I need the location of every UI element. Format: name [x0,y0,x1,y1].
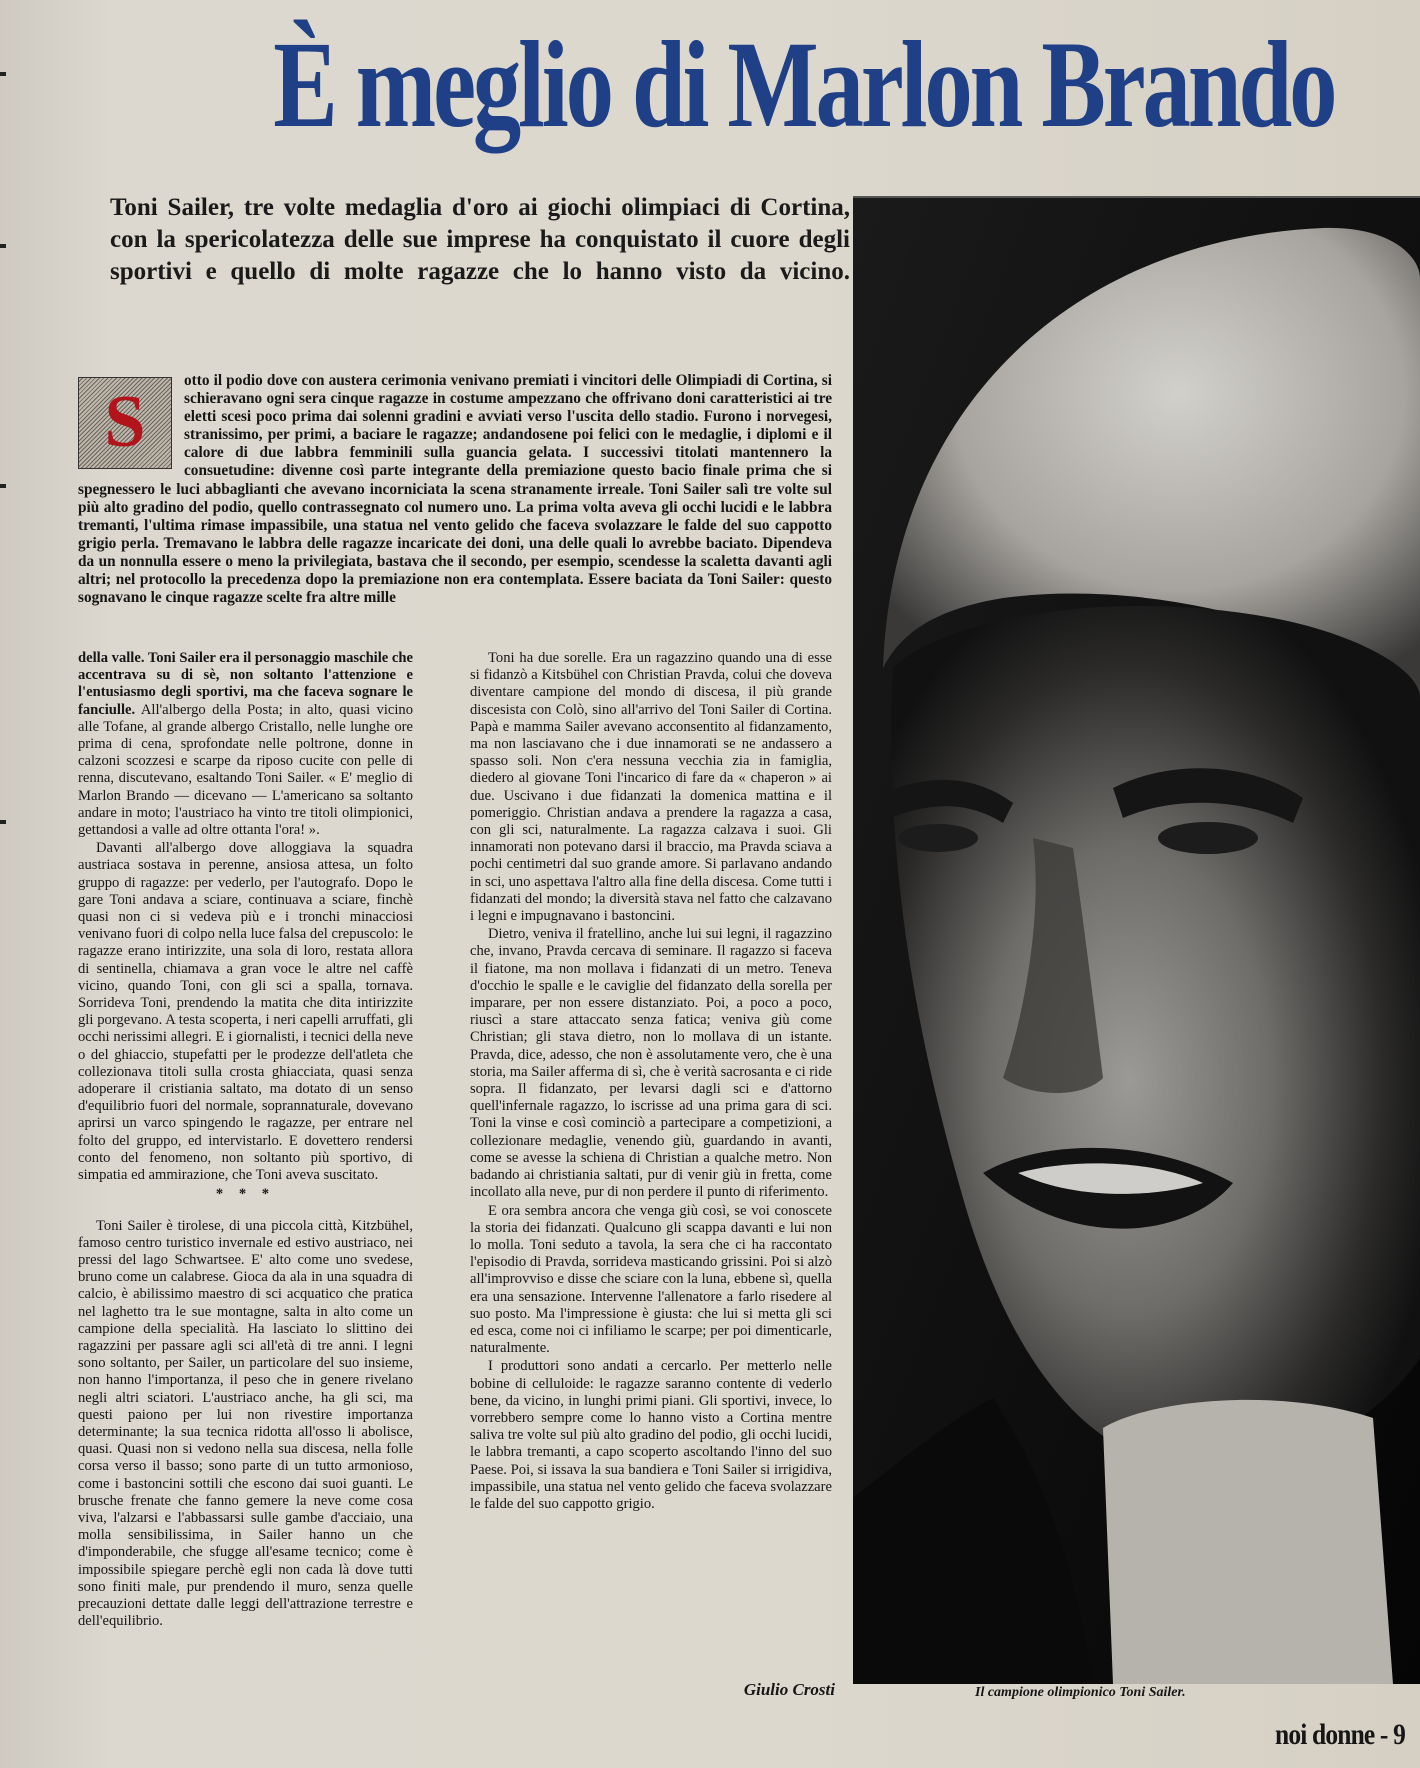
intro-text: otto il podio dove con austera cerimonia venivano premiati i vincitori delle Olimpiadi di Cortina, si schieravano ogni sera cinque ragazze in costume ampezzano che offrivano doni caratteristici ai tre eletti scesi poco prima dai solenni gradini e avviati verso l'uscita dello stadio. Furono i norvegesi, stranissimo, per primi, a baciare le ragazze; andandosene poi felici con le medaglie, i diplomi e il calore di due labbra femminili sulla guancia gelata. I successivi titolati mantennero la consuetudine: divenne così parte integrante della premiazione questo bacio finale prima che si spegnessero le luci abbaglianti che avevano incorniciata la scena stranamente irreale. Toni Sailer salì tre volte sul più alto gradino del podio, quello contrassegnato col numero uno. La prima volta aveva gli occhi lucidi e le labbra tremanti, l'ultima rimase impassibile, una statua nel vento gelido che faceva svolazzare le falde del suo cappotto grigio perla. Tremavano le labbra delle ragazze incaricate dei doni, una delle quali lo avrebbe baciato. Dipendeva da un nonnulla essere o meno la privilegiata, bastava che il secondo, per esempio, scendesse la scaletta davanti agli altri; nel protocollo la precedenza dopo la premiazione non era contemplata. Essere baciata da Toni Sailer: questo sognavano le cinque ragazze scelte fra altre mille [78,372,832,607]
article-intro [78,372,832,632]
paragraph: Toni Sailer è tirolese, di una piccola città, Kitzbühel, famoso centro turistico invernale ed estivo austriaco, nei pressi del lago Schwartsee. E' alto come uno svedese, bruno come un calabrese. Gioca da ala in una squadra di calcio, è abilissimo maestro di sci acquatico che pratica nel laghetto tra le sue montagne, salta in alto come un campione della specialità. Ha lasciato lo slittino dei ragazzini per passare agli sci all'età di tre anni. I legni sono soltanto, per Sailer, un particolare del suo insieme, non hanno l'importanza, il peso che in genere rivelano negli altri sciatori. L'austriaco anche, ha gli sci, ma questi paiono per lui non rivestire importanza determinante; la sua tecnica ridotta all'osso li abolisce, quasi. Quasi non si vedono nella sua discesa, nella folle corsa verso il basso; sono parte di un tutto armonioso, come i bastoncini sottili che escono dai suoi guanti. Le brusche frenate che fanno gemere la neve come cosa viva, l'alzarsi e l'abbassarsi sulle gambe d'acciaio, una molla sensibilissima, in Sailer hanno un che d'imponderabile, che sfugge all'esame tecnico; come è impossibile spiegare perchè egli non cada là dove tutti sono finiti male, pur prendendo il muro, senza quelle precauzioni dettate dalle leggi dell'attrazione terrestre e dell'equilibrio. [78,1217,413,1630]
paragraph: Toni ha due sorelle. Era un ragazzino quando una di esse si fidanzò a Kitsbühel con Christian Pravda, colui che doveva diventare campione del mondo di discesa, il più grande discesista con Colò, sino all'arrivo del Toni Sailer di Cortina. Papà e mamma Sailer avevano acconsentito al fidanzamento, ma non lasciavano che i due innamorati se ne andassero a spasso soli. Non c'era nessuna vecchia zia in famiglia, diedero al giovane Toni l'incarico di fare da « chaperon » ai due. Uscivano i due fidanzati la domenica mattina e il pomeriggio. Christian andava a prendere la ragazza a casa, con gli sci, naturalmente. La ragazza calzava i suoi. Gli innamorati non potevano darsi il braccio, ma Pravda sciava a pochi centimetri dal suo grande amore. Si parlavano andando in sci, uno aspettava l'altro alla fine della discesa. Come tutti i fidanzati del mondo; la diversità stava nel fatto che calzavano i legni e impugnavano i bastoncini. [470,650,832,925]
photo-caption: Il campione olimpionico Toni Sailer. [975,1685,1186,1700]
portrait-photo [853,196,1420,1684]
edge-mark [0,820,6,824]
paragraph: I produttori sono andati a cercarlo. Per metterlo nelle bobine di celluloide: le ragazze saranno contente di vederlo bene, da vicino, in lunghi primi piani. Gli sportivi, invece, lo vorrebbero sempre come lo hanno visto a Cortina mentre saliva tre volte sul più alto gradino del podio, gli occhi lucidi, le labbra tremanti, a capo scoperto ascoltando l'inno del suo Paese. Poi, si issava la sua bandiera e Toni Sailer si irrigidiva, impassibile, una statua nel vento gelido che faceva svolazzare le falde del suo cappotto grigio. [470,1358,832,1512]
paragraph: Davanti all'albergo dove alloggiava la squadra austriaca sostava in perenne, ansiosa attesa, un folto gruppo di ragazze: per vederlo, per l'autografo. Dopo le gare Toni andava a sciare, continuava a sciare, finchè quasi non ci si vedeva più e i tronchi minacciosi venivano fuori di colpo nella luce falsa del crepuscolo: le ragazze erano intirizzite, una sola di loro, restata allora di sentinella, chiamava a gran voce le altre nel caffè vicino, quando Toni, con gli sci a spalla, tornava. Sorrideva Toni, prendendo la matita che dita intirizzite gli porgevano. A testa scoperta, i neri capelli arruffati, gli occhi nerissimi allegri. E i giornalisti, i tecnici della neve o del ghiaccio, stupefatti per le prodezze dell'atleta che collezionava titoli sulla crosta ghiacciata, quasi senza adoperare il cristiania saltato, ma dotato di un senso d'equilibrio fuori del normale, soprannaturale, dovevano aprirsi un varco spingendo le ragazze, per entrare nel folto del gruppo, ed intervistarlo. E dovettero rendersi conto del fenomeno, non soltanto più sportivo, di simpatia ed ammirazione, che Toni aveva suscitato. [78,840,413,1184]
edge-mark [0,244,6,248]
paragraph: Dietro, veniva il fratellino, anche lui sui legni, il ragazzino che, invano, Pravda cercava di seminare. Il ragazzo si faceva il fiatone, ma non mollava i fidanzati di un metro. Teneva d'occhio le spalle e le caviglie del fidanzato della sorella per imparare, per non essere distanziato. Poi, a poco a poco, riuscì a stare attaccato senza fatica; veniva giù come Christian; gli stava dietro, non lo mollava di un istante. Pravda, dice, adesso, che non è assolutamente vero, che è una storia, ma Sailer afferma di sì, che è verità sacrosanta e ci ride sopra. Il fidanzato, per levarsi dagli sci e d'attorno quell'infernale ragazzo, lo iscrisse ad una prima gara di sci. Toni la vinse e così cominciò a partecipare a competizioni, a collezionare medaglie, venendo giù, guardando in avanti, come se avesse la schiena di Christian a qualche metro. Non badando ai christiania saltati, pur di venir giù in fretta, come incollato alla neve, pur di non perdere il punto di riferimento. [470,926,832,1201]
dropcap-letter: S [104,381,146,463]
article-lead: Toni Sailer, tre volte medaglia d'oro ai giochi olimpiaci di Cortina, con la spericolatezza delle sue imprese ha conquistato il cuore degli sportivi e quello di molte ragazze che lo hanno visto da vicino. [110,194,850,285]
paragraph: All'albergo della Posta; in alto, quasi vicino alle Tofane, al grande albergo Cristallo, nelle lunghe ore prima di cena, sprofondate nelle poltrone, donne in calzoni scozzesi e scarpe da riposo cucite con pelle di renna, discutevano, esaltando Toni Sailer. « E' meglio di Marlon Brando — dicevano — L'americano sa soltanto andare in moto; l'austriaco ha vinto tre titoli olimpionici, gettandosi a valle ad oltre ottanta l'ora! ». [78,701,413,839]
article-title: È meglio di Marlon Brando [273,16,1335,153]
paragraph: E ora sembra ancora che venga giù così, se voi conoscete la storia dei fidanzati. Qualcuno gli scappa davanti e lui non lo molla. Toni seduto a tavola, la sera che ci ha raccontato l'episodio di Pravda, sorrideva masticando grissini. Poi si alzò all'improvviso e disse che sciare con la luna, ebbene sì, quella era una sensazione. Intervenne l'allenatore a farlo risedere al suo posto. Ma l'impressione è giusta: che lui si metta gli sci ed esca, come noi ci infiliamo le scarpe; per poi dimenticarle, naturalmente. [470,1202,832,1357]
text-column-middle [470,650,832,1680]
edge-mark [0,72,6,76]
author-signature: Giulio Crosti [743,1680,835,1699]
paragraph-bold: della valle. Toni Sailer era il personaggio maschile che accentrava su di sè, non soltanto l'attenzione e l'entusiasmo degli sportivi, ma che faceva sognare le fanciulle. [78,650,413,718]
section-separator: * * * [215,1186,276,1203]
edge-mark [0,484,6,488]
page-footer: noi donne - 9 [1275,1718,1405,1751]
portrait-photo-icon [853,198,1420,1684]
text-column-left [78,650,413,1730]
dropcap-box [78,377,172,469]
